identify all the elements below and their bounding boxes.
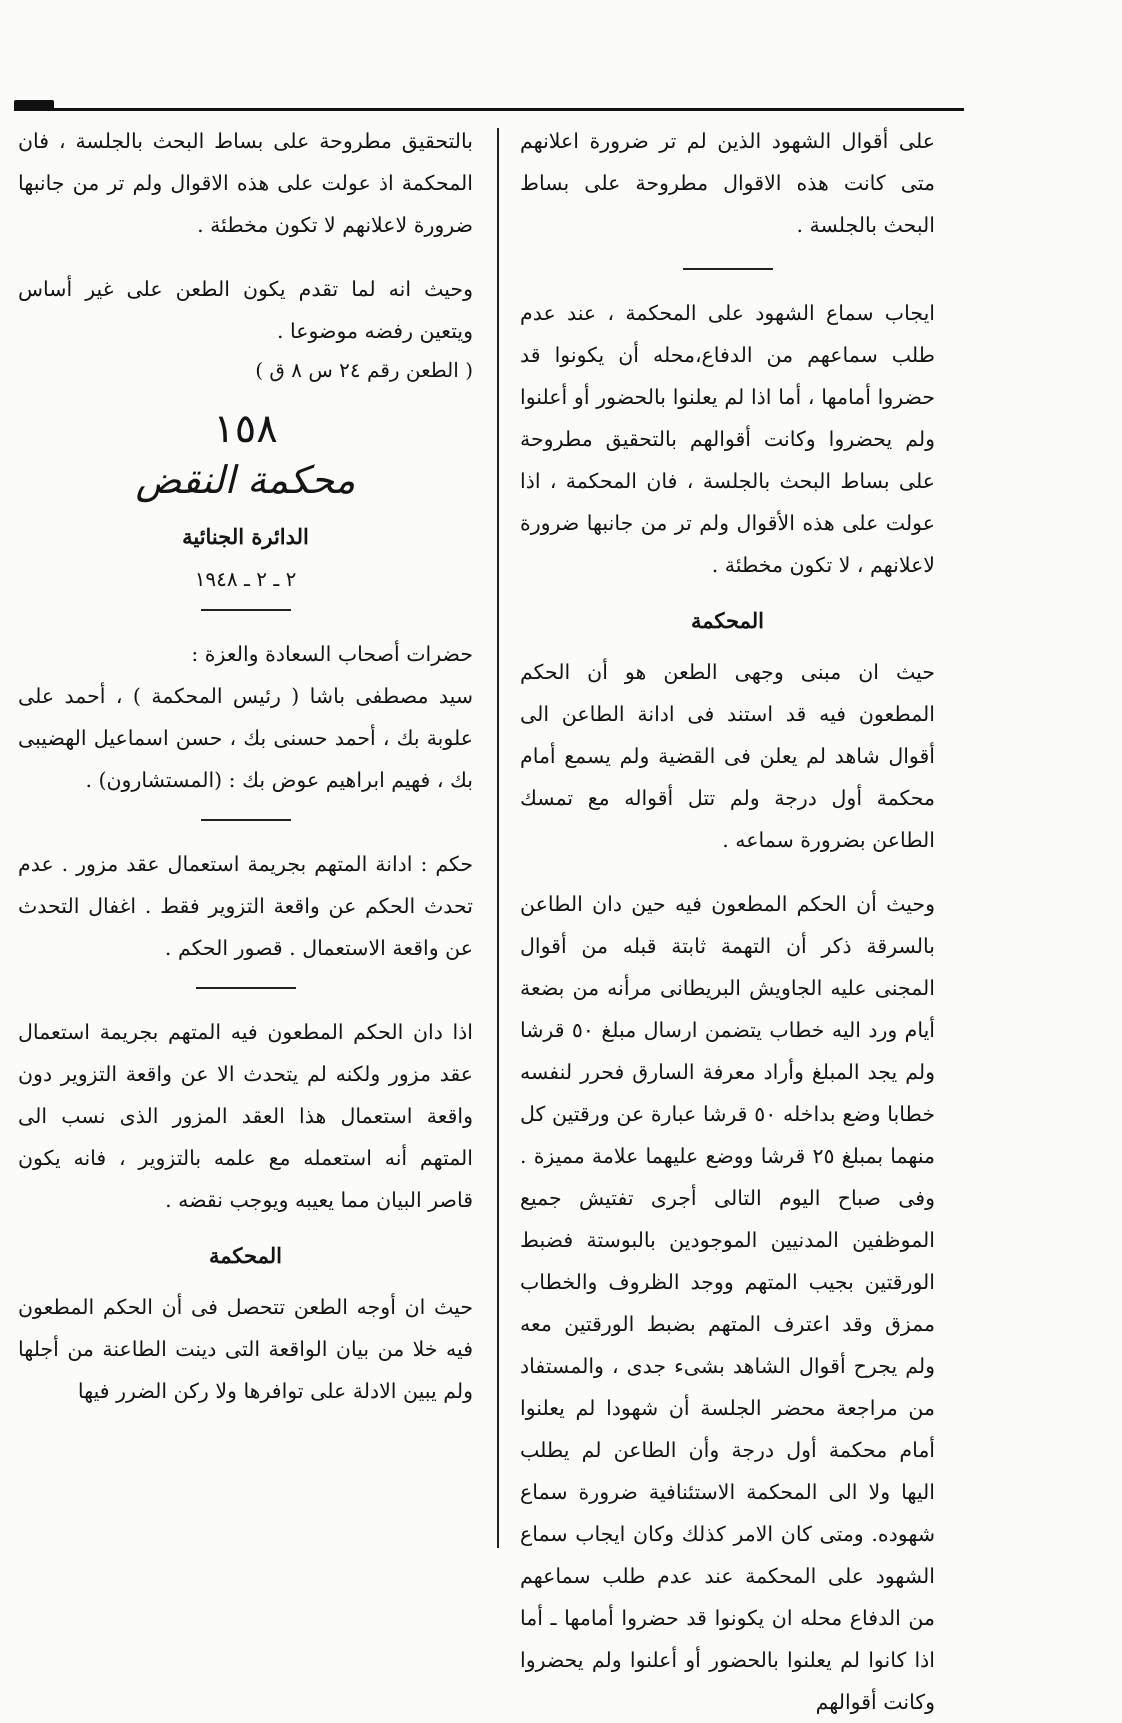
panel-intro: حضرات أصحاب السعادة والعزة : — [191, 642, 473, 666]
judgment-date: ٢ ـ ٢ ـ ١٩٤٨ — [194, 567, 297, 591]
column-divider — [497, 128, 499, 1548]
legal-principle-paragraph: اذا دان الحكم المطعون فيه المتهم بجريمة استعمال عقد مزور ولكنه لم يتحدث الا عن واقعة التزوير دون واقعة استعمال هذا العقد المزور الذى نسب الى المتهم أنه استعمله مع علمه بالتزوير ، فانه يكون قاصر البيان مما يعيبه ويوجب نقضه . — [18, 1020, 473, 1212]
section-separator — [201, 609, 291, 611]
ruling-summary: حكم : ادانة المتهم بجريمة استعمال عقد مزور . عدم تحدث الحكم عن واقعة التزوير فقط . اغفال التحدث عن واقعة الاستعمال . قصور الحكم . — [18, 852, 473, 960]
court-section-heading: المحكمة — [209, 1243, 282, 1268]
continuation-paragraph: بالتحقيق مطروحة على بساط البحث بالجلسة ، فان المحكمة اذ عولت على هذه الاقوال ولم تر من جانبها ضرورة لاعلانهم لا تكون مخطئة . — [18, 129, 473, 237]
section-separator — [196, 987, 296, 989]
court-section-heading: المحكمة — [691, 608, 764, 633]
appeal-reference: ( الطعن رقم ٢٤ س ٨ ق ) — [255, 358, 473, 382]
conclusion-paragraph: وحيث انه لما تقدم يكون الطعن على غير أساس ويتعين رفضه موضوعا . — [18, 277, 473, 343]
header-rule — [14, 108, 964, 111]
section-separator — [201, 819, 291, 821]
body-paragraph-2: وحيث أن الحكم المطعون فيه حين دان الطاعن بالسرقة ذكر أن التهمة ثابتة قبله من أقوال المجنى عليه الجاويش البريطانى مرأنه من بضعة أيام ورد اليه خطاب يتضمن ارسال مبلغ ٥٠ قرشا ولم يجد المبلغ وأراد معرفة السارق فحرر لنفسه خطابا وضع بداخله ٥٠ قرشا عبارة عن ورقتين كل منهما بمبلغ ٢٥ قرشا ووضع عليهما علامة مميزة . وفى صباح اليوم التالى أجرى تفتيش جميع الموظفين المدنيين الموجودين بالبوستة فضبط الورقتين بجيب المتهم ووجد الظروف والخطاب ممزق وقد اعترف المتهم بضبط الورقتين معه ولم يجرح أقوال الشاهد بشىء جدى ، والمستفاد من مراجعة محضر الجلسة أن شهودا لم يعلنوا أمام محكمة أول درجة وأن الطاعن لم يطلب اليها ولا الى المحكمة الاستئنافية ضرورة سماع شهوده. ومتى كان الامر كذلك وكان ايجاب سماع الشهود على المحكمة عند عدم طلب سماعهم من الدفاع محله ان يكونوا قد حضروا أمامها ـ أما اذا كانوا لم يعلنوا بالحضور أو أعلنوا ولم يحضروا وكانت أقوالهم — [520, 892, 935, 1714]
case-number: ١٥٨ — [213, 406, 278, 452]
legal-principle-paragraph: ايجاب سماع الشهود على المحكمة ، عند عدم طلب سماعهم من الدفاع،محله أن يكونوا قد حضروا أمامها ، أما اذا لم يعلنوا بالحضور أو أعلنوا ولم يحضروا وكانت أقوالهم بالتحقيق مطروحة على بساط البحث بالجلسة ، فان المحكمة ، اذا عولت على هذه الأقوال ولم تر من جانبها ضرورة لاعلانهم ، لا تكون مخطئة . — [520, 301, 935, 577]
body-paragraph-1: حيث ان مبنى وجهى الطعن هو أن الحكم المطعون فيه قد استند فى ادانة الطاعن الى أقوال شاهد لم يعلن فى القضية ولم يسمع أمام محكمة أول درجة ولم تتل أقواله مع تمسك الطاعن بضرورة سماعه . — [520, 660, 935, 852]
left-column — [18, 120, 473, 1412]
court-name: محكمة النقض — [135, 458, 356, 502]
right-column — [520, 120, 935, 1723]
body-paragraph: حيث ان أوجه الطعن تتحصل فى أن الحكم المطعون فيه خلا من بيان الواقعة التى دينت الطاعنة من أجلها ولم يبين الادلة على توافرها ولا ركن الضرر فيها — [18, 1295, 473, 1403]
panel-members: سيد مصطفى باشا ( رئيس المحكمة ) ، أحمد على علوبة بك ، أحمد حسنى بك ، حسن اسماعيل الهضيبى بك ، فهيم ابراهيم عوض بك : (المستشارون) . — [18, 684, 473, 792]
intro-paragraph: على أقوال الشهود الذين لم تر ضرورة اعلانهم متى كانت هذه الاقوال مطروحة على بساط البحث بالجلسة . — [520, 129, 935, 237]
circuit-name: الدائرة الجنائية — [182, 524, 309, 549]
section-separator — [683, 268, 773, 270]
